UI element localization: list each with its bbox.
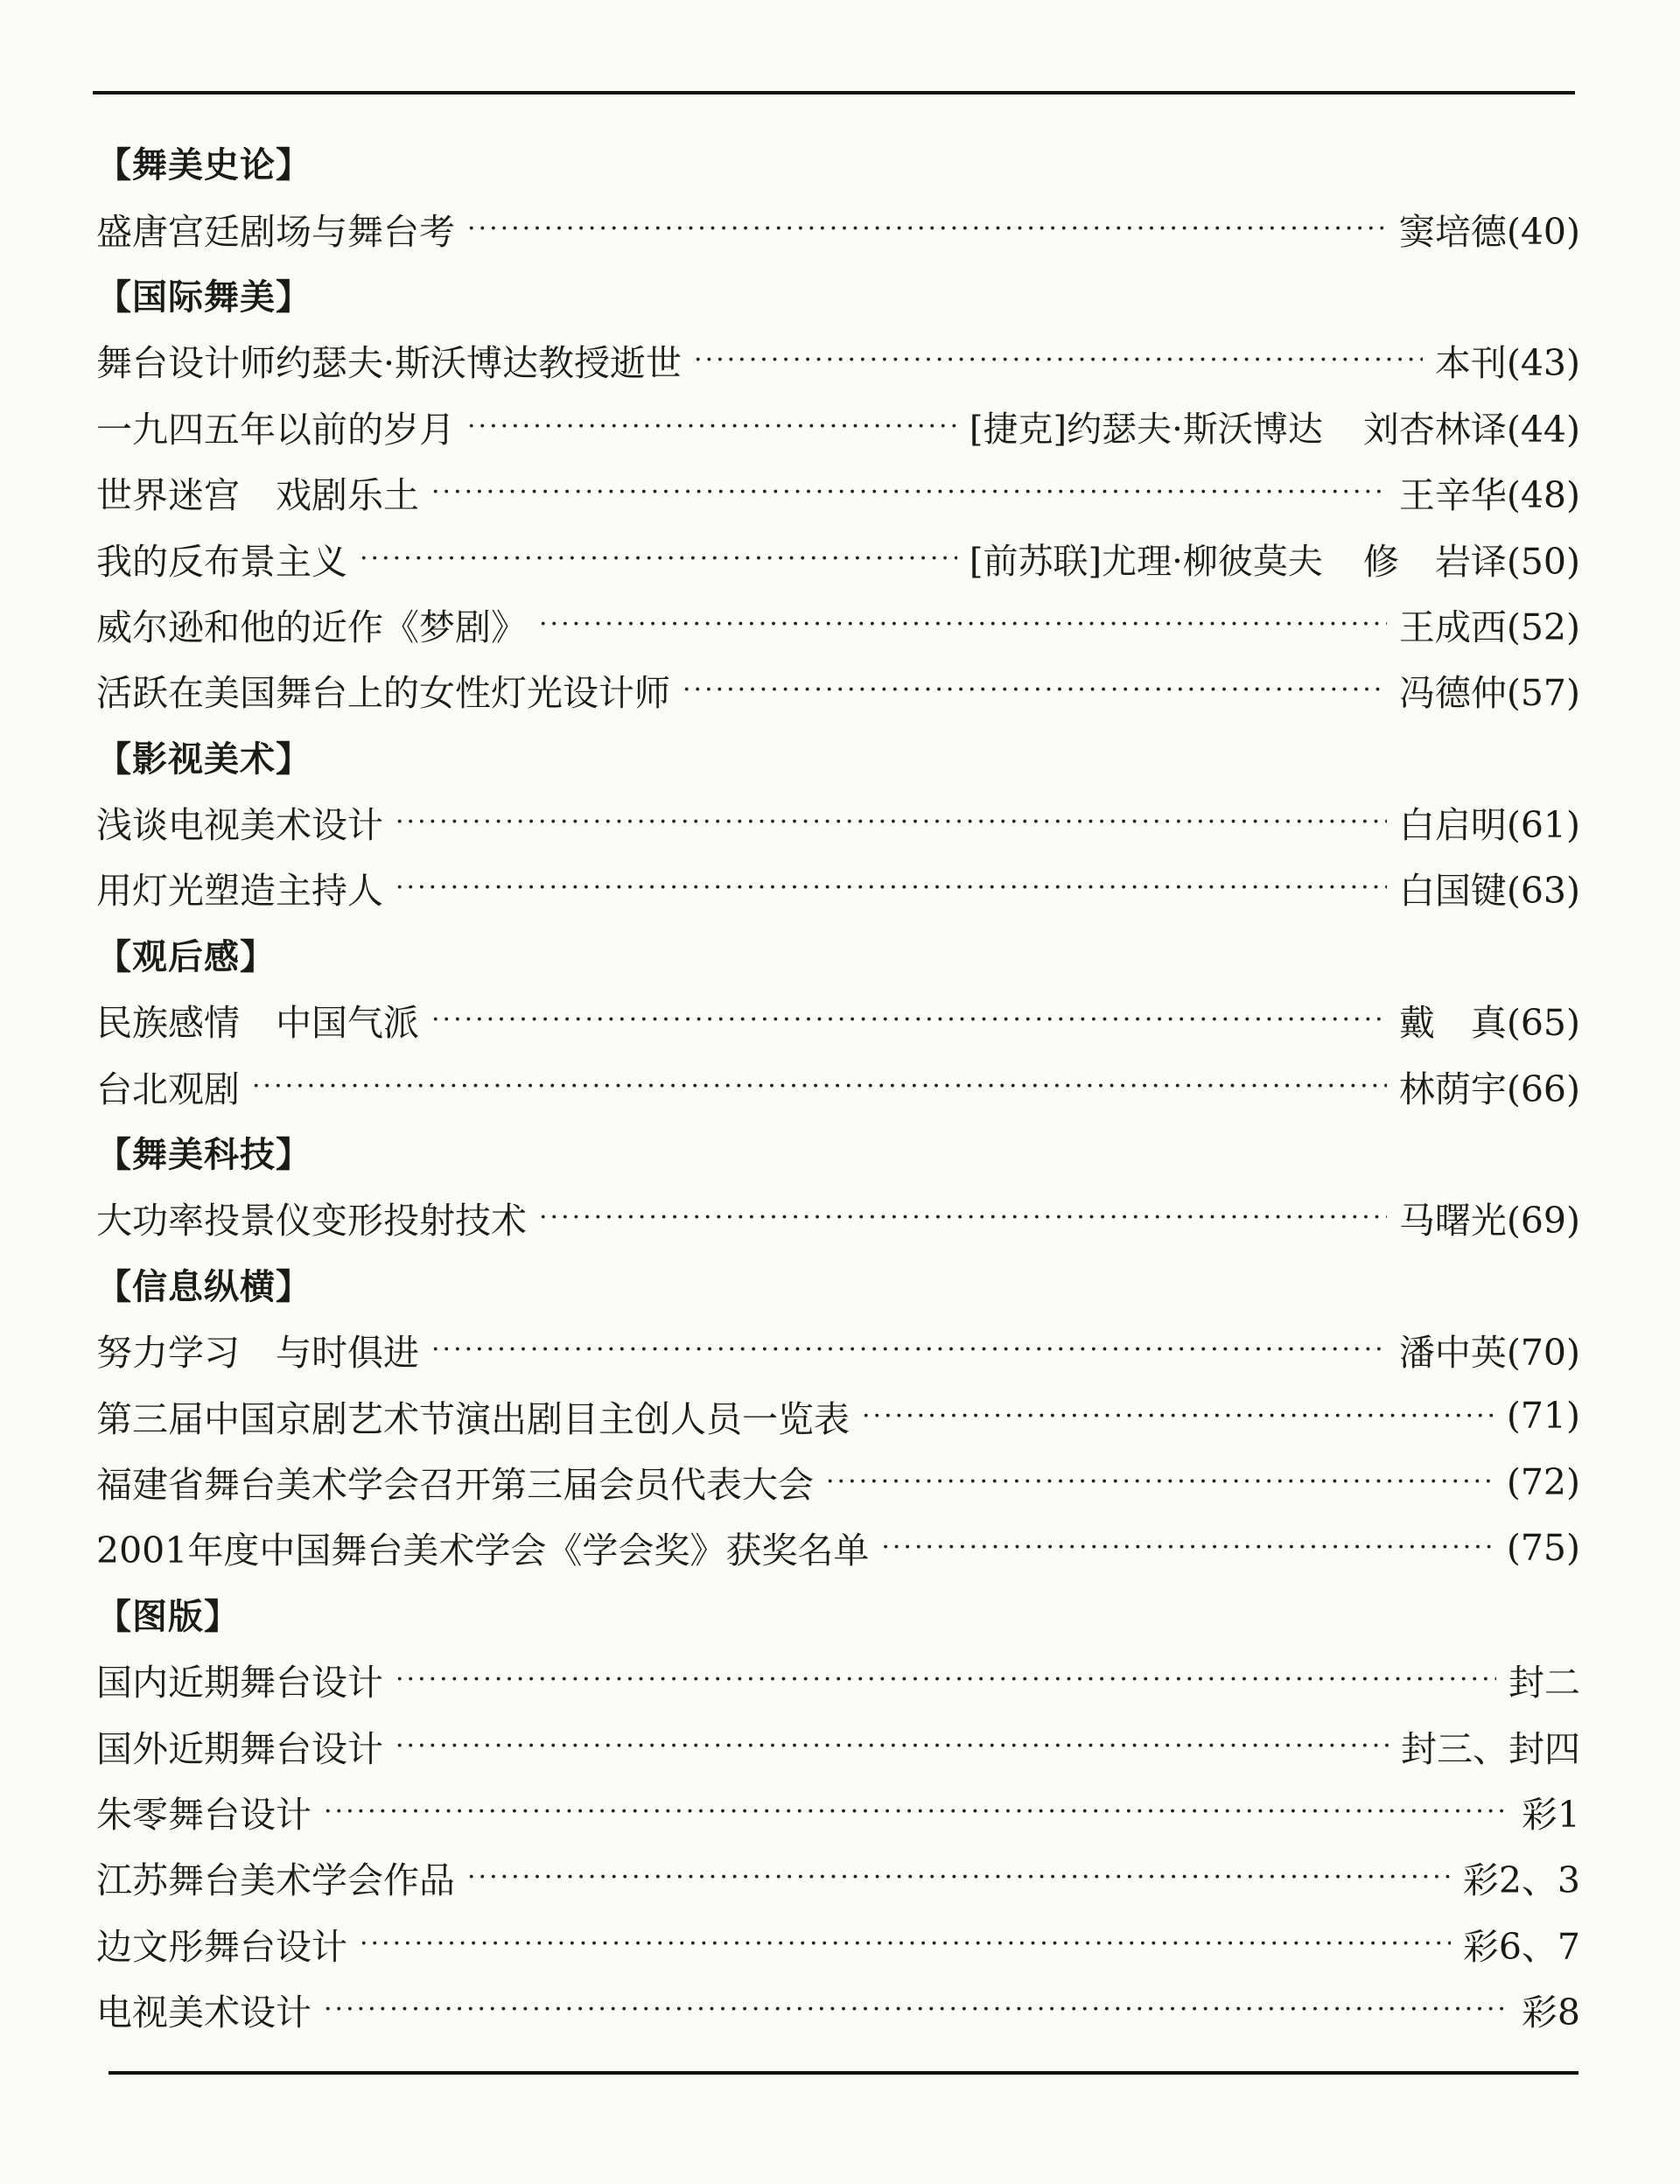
dot-leader <box>539 609 1387 640</box>
toc-entry <box>96 1779 1580 1844</box>
entry-title: 世界迷宫 戏剧乐土 <box>96 474 419 517</box>
toc-entry <box>96 1449 1580 1515</box>
toc-entry <box>96 1515 1580 1580</box>
dot-leader <box>881 1532 1494 1563</box>
entry-title: 盛唐宫廷剧场与舞台考 <box>96 210 455 253</box>
entry-author-page: 封二 <box>1508 1662 1580 1704</box>
toc-entry <box>96 789 1580 855</box>
entry-title: 国外近期舞台设计 <box>96 1727 383 1770</box>
entry-author-page: 王辛华(48) <box>1398 474 1580 517</box>
section-heading: 【舞美史论】 <box>96 145 312 186</box>
section-heading: 【信息纵横】 <box>96 1266 312 1307</box>
entry-author-page: 本刊(43) <box>1434 342 1580 385</box>
entry-author-page: 彩8 <box>1521 1992 1580 2034</box>
toc-entry <box>96 394 1580 459</box>
entry-author-page: 彩1 <box>1521 1793 1580 1836</box>
toc-entry <box>96 1911 1580 1977</box>
top-rule <box>93 91 1575 94</box>
entry-author-page: 彩6、7 <box>1462 1925 1580 1968</box>
toc-entry <box>96 1647 1580 1712</box>
dot-leader <box>431 477 1387 508</box>
entry-title: 大功率投景仪变形投射技术 <box>96 1200 527 1242</box>
table-of-contents <box>96 130 1580 2042</box>
entry-author-page: 戴 真(65) <box>1398 1002 1580 1045</box>
entry-title: 边文彤舞台设计 <box>96 1925 347 1968</box>
entry-author-page: 王成西(52) <box>1398 606 1580 648</box>
entry-title: 舞台设计师约瑟夫·斯沃博达教授逝世 <box>96 342 682 385</box>
toc-entry <box>96 1712 1580 1778</box>
dot-leader <box>431 1334 1387 1365</box>
dot-leader <box>862 1401 1494 1432</box>
entry-title: 国内近期舞台设计 <box>96 1662 383 1704</box>
dot-leader <box>252 1071 1387 1102</box>
entry-title: 第三届中国京剧艺术节演出剧目主创人员一览表 <box>96 1397 850 1440</box>
entry-author-page: (71) <box>1506 1395 1580 1438</box>
toc-entry <box>96 195 1580 261</box>
toc-entry <box>96 1317 1580 1382</box>
dot-leader <box>396 807 1387 837</box>
entry-author-page: 马曙光(69) <box>1398 1200 1580 1242</box>
dot-leader <box>324 1796 1509 1827</box>
entry-title: 福建省舞台美术学会召开第三届会员代表大会 <box>96 1464 814 1506</box>
dot-leader <box>467 214 1387 244</box>
toc-entry <box>96 592 1580 657</box>
entry-title: 台北观剧 <box>96 1068 240 1110</box>
dot-leader <box>467 1862 1451 1893</box>
dot-leader <box>431 1004 1387 1035</box>
entry-title: 用灯光塑造主持人 <box>96 870 383 913</box>
bottom-rule <box>108 2071 1578 2075</box>
section-heading: 【舞美科技】 <box>96 1135 312 1176</box>
entry-author-page: 彩2、3 <box>1462 1859 1580 1902</box>
entry-author-page: 窦培德(40) <box>1398 210 1580 253</box>
entry-title: 威尔逊和他的近作《梦剧》 <box>96 606 527 648</box>
toc-entry <box>96 327 1580 393</box>
dot-leader <box>396 1664 1496 1695</box>
entry-original-author: [捷克]约瑟夫·斯沃博达 <box>969 409 1323 450</box>
dot-leader <box>360 543 957 574</box>
entry-title: 朱零舞台设计 <box>96 1793 312 1836</box>
entry-title: 浅谈电视美术设计 <box>96 804 383 847</box>
toc-entry <box>96 1977 1580 2042</box>
dot-leader <box>396 1731 1389 1761</box>
toc-entry <box>96 1053 1580 1118</box>
toc-entry <box>96 1382 1580 1448</box>
entry-author-page: 封三、封四 <box>1401 1727 1580 1770</box>
dot-leader <box>826 1466 1494 1497</box>
dot-leader <box>539 1202 1387 1233</box>
entry-title: 民族感情 中国气派 <box>96 1002 419 1045</box>
toc-entry <box>96 525 1580 591</box>
entry-author-page: (72) <box>1506 1460 1580 1503</box>
entry-author-page: 潘中英(70) <box>1398 1332 1580 1375</box>
toc-entry <box>96 855 1580 920</box>
section-heading: 【图版】 <box>96 1596 240 1637</box>
entry-author-page: 刘杏林译(44) <box>1362 408 1580 451</box>
section-heading: 【影视美术】 <box>96 738 312 780</box>
entry-author-page: 白启明(61) <box>1398 804 1580 847</box>
entry-title: 我的反布景主义 <box>96 540 347 583</box>
dot-leader <box>467 411 957 442</box>
dot-leader <box>694 345 1423 375</box>
entry-author-page: 冯德仲(57) <box>1398 672 1580 715</box>
toc-entry <box>96 987 1580 1053</box>
entry-author-page: 白国键(63) <box>1398 870 1580 913</box>
entry-author-page: (75) <box>1506 1526 1580 1569</box>
entry-author-page: 林荫宇(66) <box>1398 1068 1580 1110</box>
entry-title: 电视美术设计 <box>96 1992 312 2034</box>
entry-original-author: [前苏联]尤理·柳彼莫夫 <box>969 541 1323 582</box>
entry-title: 2001年度中国舞台美术学会《学会奖》获奖名单 <box>96 1530 870 1572</box>
dot-leader <box>396 872 1387 903</box>
entry-title: 活跃在美国舞台上的女性灯光设计师 <box>96 672 670 715</box>
toc-entry <box>96 459 1580 525</box>
dot-leader <box>682 675 1387 705</box>
entry-title: 一九四五年以前的岁月 <box>96 408 455 451</box>
entry-title: 努力学习 与时俱进 <box>96 1332 419 1375</box>
section-heading: 【国际舞美】 <box>96 276 312 318</box>
toc-entry <box>96 1844 1580 1910</box>
toc-entry <box>96 657 1580 723</box>
section-heading: 【观后感】 <box>96 936 276 977</box>
entry-author-page: 修 岩译(50) <box>1362 540 1580 583</box>
toc-entry <box>96 1185 1580 1250</box>
entry-title: 江苏舞台美术学会作品 <box>96 1859 455 1902</box>
dot-leader <box>324 1994 1509 2025</box>
dot-leader <box>360 1928 1451 1959</box>
